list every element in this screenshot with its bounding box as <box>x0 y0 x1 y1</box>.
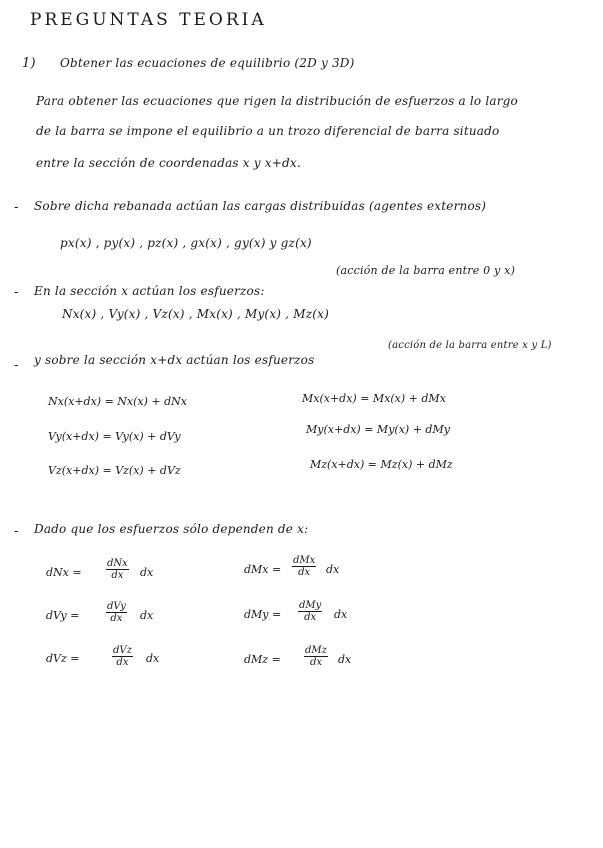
diff-nx-fraction <box>106 558 129 581</box>
diff-mx-fraction <box>292 555 316 578</box>
diff-vy-lhs: dVy = <box>46 609 80 622</box>
bullet-2: - <box>14 285 19 300</box>
section1-loads: px(x) , py(x) , pz(x) , gx(x) , gy(x) y gz(x) <box>60 236 312 250</box>
section3-text: y sobre la sección x+dx actúan los esfuerzos <box>34 353 315 367</box>
diff-mx-den: dx <box>298 567 311 578</box>
equation-mx: Mx(x+dx) = Mx(x) + dMx <box>302 392 446 405</box>
section3-note: (acción de la barra entre x y L) <box>388 340 552 351</box>
diff-vy-num: dVy <box>107 601 126 612</box>
equation-vz: Vz(x+dx) = Vz(x) + dVz <box>48 464 181 477</box>
diff-mz-den: dx <box>309 657 322 668</box>
diff-nx-den: dx <box>111 570 124 581</box>
diff-vz-lhs: dVz = <box>46 652 80 665</box>
diff-vy-fraction <box>106 601 127 624</box>
diff-mz-tail: dx <box>338 653 352 666</box>
diff-vz-fraction <box>112 645 133 668</box>
diff-mz-fraction <box>304 645 328 668</box>
diff-vy-tail: dx <box>140 609 154 622</box>
section2-text: En la sección x actúan los esfuerzos: <box>34 284 265 298</box>
diff-vy-den: dx <box>110 613 123 624</box>
section2-note: (acción de la barra entre 0 y x) <box>336 264 516 277</box>
diff-mx-tail: dx <box>326 563 340 576</box>
page-title: PREGUNTAS TEORIA <box>30 10 267 30</box>
diff-nx-lhs: dNx = <box>46 566 82 579</box>
bullet-4: - <box>14 524 19 539</box>
paragraph-line-3: entre la sección de coordenadas x y x+dx. <box>36 156 301 170</box>
diff-mx-lhs: dMx = <box>244 563 282 576</box>
diff-nx-num: dNx <box>107 558 128 569</box>
section4-text: Dado que los esfuerzos sólo dependen de x: <box>34 522 309 536</box>
diff-vz-num: dVz <box>113 645 132 656</box>
paragraph-line-1: Para obtener las ecuaciones que rigen la distribución de esfuerzos a lo largo <box>36 94 518 108</box>
diff-nx-tail: dx <box>140 566 154 579</box>
equation-vy: Vy(x+dx) = Vy(x) + dVy <box>48 430 181 443</box>
diff-my-tail: dx <box>334 608 348 621</box>
diff-my-den: dx <box>304 612 317 623</box>
section1-text: Sobre dicha rebanada actúan las cargas distribuidas (agentes externos) <box>34 199 487 213</box>
equation-nx: Nx(x+dx) = Nx(x) + dNx <box>48 395 187 408</box>
diff-mz-lhs: dMz = <box>244 653 281 666</box>
equation-mz: Mz(x+dx) = Mz(x) + dMz <box>310 458 453 471</box>
question-number: 1) <box>22 56 36 71</box>
diff-mz-num: dMz <box>305 645 327 656</box>
diff-mx-num: dMx <box>293 555 316 566</box>
bullet-3: - <box>14 358 19 373</box>
diff-my-lhs: dMy = <box>244 608 282 621</box>
diff-my-fraction <box>298 600 322 623</box>
bullet-1: - <box>14 200 19 215</box>
paragraph-line-2: de la barra se impone el equilibrio a un trozo diferencial de barra situado <box>36 124 500 138</box>
diff-vz-den: dx <box>116 657 129 668</box>
question-text: Obtener las ecuaciones de equilibrio (2D y 3D) <box>60 56 355 70</box>
diff-my-num: dMy <box>299 600 322 611</box>
equation-my: My(x+dx) = My(x) + dMy <box>306 423 450 436</box>
diff-vz-tail: dx <box>146 652 160 665</box>
section2-forces: Nx(x) , Vy(x) , Vz(x) , Mx(x) , My(x) , Mz(x) <box>62 307 329 321</box>
